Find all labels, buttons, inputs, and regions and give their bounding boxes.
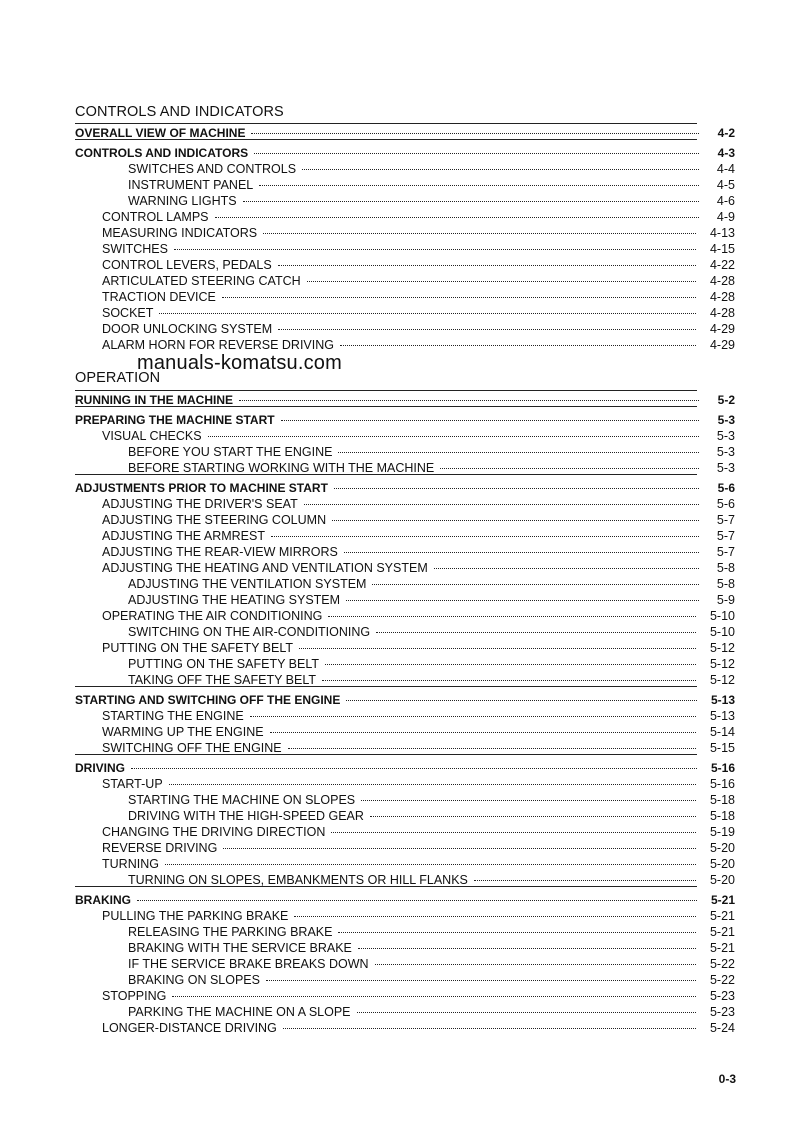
dot-leader	[325, 664, 696, 665]
toc-entry-page: 5-9	[716, 593, 735, 607]
dot-leader	[270, 732, 696, 733]
toc-entry-page: 4-3	[717, 146, 735, 160]
toc-entry-page: 4-4	[716, 162, 735, 176]
toc-entry[interactable]	[128, 161, 735, 177]
toc-entry-page: 4-9	[716, 210, 735, 224]
dot-leader	[223, 848, 696, 849]
toc-entry[interactable]	[128, 177, 735, 193]
toc-entry-label: RUNNING IN THE MACHINE	[75, 393, 233, 407]
toc-entry-page: 5-10	[709, 625, 735, 639]
toc-entry[interactable]	[102, 544, 735, 560]
toc-entry-page: 5-16	[710, 761, 735, 775]
section-title: CONTROLS AND INDICATORS	[75, 104, 284, 120]
toc-entry[interactable]	[102, 289, 735, 305]
toc-entry-page: 4-22	[709, 258, 735, 272]
toc-entry[interactable]	[102, 908, 735, 924]
dot-leader	[440, 468, 699, 469]
toc-entry[interactable]	[102, 708, 735, 724]
dot-leader	[271, 536, 699, 537]
toc-entry-page: 4-5	[716, 178, 735, 192]
toc-entry-label: PARKING THE MACHINE ON A SLOPE	[128, 1005, 351, 1019]
toc-entry-label: ADJUSTING THE HEATING AND VENTILATION SYSTEM	[102, 561, 428, 575]
toc-entry[interactable]	[102, 257, 735, 273]
watermark: manuals-komatsu.com	[137, 352, 342, 374]
toc-entry-label: INSTRUMENT PANEL	[128, 178, 254, 192]
toc-entry-page: 5-21	[710, 893, 735, 907]
dot-leader	[302, 169, 699, 170]
dot-leader	[375, 964, 696, 965]
dot-leader	[266, 980, 696, 981]
toc-entry-label: TRACTION DEVICE	[102, 290, 216, 304]
dot-leader	[358, 948, 696, 949]
toc-entry[interactable]	[128, 956, 735, 972]
toc-entry-label: OPERATING THE AIR CONDITIONING	[102, 609, 323, 623]
toc-entry-page: 5-2	[717, 393, 735, 407]
dot-leader	[334, 488, 699, 489]
page-number: 0-3	[718, 1072, 736, 1086]
toc-entry[interactable]	[102, 512, 735, 528]
section-divider	[75, 754, 697, 755]
toc-entry-page: 5-20	[709, 873, 735, 887]
section-divider	[75, 886, 697, 887]
dot-leader	[254, 153, 699, 154]
toc-entry-label: BRAKING ON SLOPES	[128, 973, 260, 987]
toc-entry-page: 4-28	[709, 274, 735, 288]
toc-entry-label: ADJUSTING THE VENTILATION SYSTEM	[128, 577, 367, 591]
dot-leader	[332, 520, 699, 521]
toc-entry-label: REVERSE DRIVING	[102, 841, 218, 855]
toc-entry-label: STARTING AND SWITCHING OFF THE ENGINE	[75, 693, 341, 707]
toc-entry-page: 5-14	[709, 725, 735, 739]
toc-entry-label: STARTING THE ENGINE	[102, 709, 244, 723]
dot-leader	[322, 680, 696, 681]
toc-entry-page: 5-22	[709, 957, 735, 971]
toc-entry[interactable]	[102, 724, 735, 740]
toc-entry-page: 4-28	[709, 306, 735, 320]
dot-leader	[474, 880, 696, 881]
toc-entry-label: PUTTING ON THE SAFETY BELT	[128, 657, 320, 671]
toc-entry-page: 5-23	[709, 1005, 735, 1019]
toc-entry-label: PUTTING ON THE SAFETY BELT	[102, 641, 294, 655]
toc-entry-page: 5-6	[717, 481, 735, 495]
dot-leader	[281, 420, 699, 421]
toc-entry[interactable]	[128, 444, 735, 460]
toc-entry-label: MEASURING INDICATORS	[102, 226, 258, 240]
toc-entry-page: 5-18	[709, 793, 735, 807]
toc-entry-label: PREPARING THE MACHINE START	[75, 413, 275, 427]
toc-entry[interactable]	[128, 940, 735, 956]
toc-entry[interactable]	[102, 776, 735, 792]
toc-entry[interactable]	[128, 972, 735, 988]
toc-entry[interactable]	[128, 624, 735, 640]
toc-entry[interactable]	[128, 808, 735, 824]
toc-entry[interactable]	[102, 209, 735, 225]
toc-entry[interactable]	[75, 692, 735, 708]
toc-entry-page: 5-6	[716, 497, 735, 511]
toc-entry[interactable]	[102, 241, 735, 257]
toc-entry[interactable]	[128, 576, 735, 592]
toc-entry-page: 4-13	[709, 226, 735, 240]
toc-entry-page: 5-12	[709, 641, 735, 655]
dot-leader	[357, 1012, 696, 1013]
dot-leader	[294, 916, 696, 917]
toc-entry-label: ADJUSTING THE HEATING SYSTEM	[128, 593, 341, 607]
dot-leader	[361, 800, 696, 801]
toc-entry[interactable]	[102, 560, 735, 576]
toc-entry-page: 5-24	[709, 1021, 735, 1035]
toc-entry-page: 5-19	[709, 825, 735, 839]
toc-entry-label: WARNING LIGHTS	[128, 194, 237, 208]
toc-entry[interactable]	[102, 273, 735, 289]
toc-entry-label: SOCKET	[102, 306, 154, 320]
toc-entry-page: 5-8	[716, 561, 735, 575]
dot-leader	[208, 436, 699, 437]
toc-entry-page: 5-16	[709, 777, 735, 791]
toc-entry[interactable]	[102, 225, 735, 241]
dot-leader	[131, 768, 697, 769]
toc-entry-label: CHANGING THE DRIVING DIRECTION	[102, 825, 326, 839]
toc-entry[interactable]	[128, 1004, 735, 1020]
dot-leader	[222, 297, 696, 298]
toc-entry-page: 4-29	[709, 338, 735, 352]
toc-entry[interactable]	[102, 337, 735, 353]
toc-entry-page: 5-3	[716, 429, 735, 443]
toc-entry-label: WARMING UP THE ENGINE	[102, 725, 264, 739]
toc-entry[interactable]	[102, 608, 735, 624]
toc-entry-label: BEFORE YOU START THE ENGINE	[128, 445, 333, 459]
toc-entry-label: SWITCHING ON THE AIR-CONDITIONING	[128, 625, 371, 639]
toc-entry[interactable]	[102, 1020, 735, 1036]
toc-entry-label: SWITCHES AND CONTROLS	[128, 162, 297, 176]
dot-leader	[338, 452, 699, 453]
toc-entry-page: 5-23	[709, 989, 735, 1003]
toc-entry[interactable]	[102, 528, 735, 544]
toc-entry-label: ADJUSTING THE REAR-VIEW MIRRORS	[102, 545, 338, 559]
toc-entry-page: 5-7	[716, 513, 735, 527]
toc-entry-page: 5-15	[709, 741, 735, 755]
toc-entry[interactable]	[75, 892, 735, 908]
toc-entry-label: ADJUSTING THE DRIVER'S SEAT	[102, 497, 298, 511]
dot-leader	[331, 832, 696, 833]
toc-entry-page: 4-28	[709, 290, 735, 304]
dot-leader	[434, 568, 699, 569]
dot-leader	[346, 700, 697, 701]
toc-entry-label: PULLING THE PARKING BRAKE	[102, 909, 289, 923]
dot-leader	[288, 748, 696, 749]
toc-entry[interactable]	[75, 760, 735, 776]
toc-entry[interactable]	[75, 480, 735, 496]
dot-leader	[278, 329, 696, 330]
dot-leader	[376, 632, 696, 633]
toc-entry-label: OVERALL VIEW OF MACHINE	[75, 126, 246, 140]
toc-entry-label: BRAKING	[75, 893, 131, 907]
toc-entry-label: IF THE SERVICE BRAKE BREAKS DOWN	[128, 957, 369, 971]
dot-leader	[259, 185, 699, 186]
dot-leader	[278, 265, 696, 266]
dot-leader	[243, 201, 699, 202]
dot-leader	[283, 1028, 696, 1029]
dot-leader	[174, 249, 696, 250]
toc-entry-page: 5-8	[716, 577, 735, 591]
toc-entry[interactable]	[102, 856, 735, 872]
section-divider	[75, 139, 697, 140]
dot-leader	[370, 816, 696, 817]
toc-entry-label: TURNING	[102, 857, 159, 871]
toc-entry-label: ARTICULATED STEERING CATCH	[102, 274, 301, 288]
toc-entry-label: TAKING OFF THE SAFETY BELT	[128, 673, 316, 687]
toc-entry-label: CONTROL LEVERS, PEDALS	[102, 258, 272, 272]
toc-entry-page: 5-21	[709, 941, 735, 955]
toc-entry-label: ALARM HORN FOR REVERSE DRIVING	[102, 338, 334, 352]
dot-leader	[159, 313, 696, 314]
toc-entry-page: 5-7	[716, 529, 735, 543]
dot-leader	[328, 616, 696, 617]
toc-entry-page: 5-3	[716, 445, 735, 459]
dot-leader	[299, 648, 696, 649]
section-divider	[75, 123, 697, 124]
toc-entry-label: STARTING THE MACHINE ON SLOPES	[128, 793, 356, 807]
toc-entry-page: 5-18	[709, 809, 735, 823]
toc-entry-page: 4-6	[716, 194, 735, 208]
dot-leader	[340, 345, 696, 346]
toc-entry[interactable]	[75, 412, 735, 428]
toc-entry-label: BEFORE STARTING WORKING WITH THE MACHINE	[128, 461, 435, 475]
toc-entry-label: START-UP	[102, 777, 163, 791]
toc-entry-page: 5-20	[709, 857, 735, 871]
toc-entry-label: VISUAL CHECKS	[102, 429, 202, 443]
toc-entry-label: DOOR UNLOCKING SYSTEM	[102, 322, 273, 336]
toc-entry-page: 5-7	[716, 545, 735, 559]
toc-entry-label: CONTROLS AND INDICATORS	[75, 146, 249, 160]
toc-entry-page: 4-29	[709, 322, 735, 336]
toc-entry-label: DRIVING WITH THE HIGH-SPEED GEAR	[128, 809, 364, 823]
toc-entry[interactable]	[102, 305, 735, 321]
toc-entry[interactable]	[128, 924, 735, 940]
dot-leader	[250, 716, 696, 717]
toc-entry[interactable]	[75, 145, 735, 161]
dot-leader	[169, 784, 696, 785]
toc-entry-label: BRAKING WITH THE SERVICE BRAKE	[128, 941, 352, 955]
toc-entry[interactable]	[102, 428, 735, 444]
toc-entry-label: TURNING ON SLOPES, EMBANKMENTS OR HILL FLANKS	[128, 873, 468, 887]
dot-leader	[251, 133, 699, 134]
dot-leader	[263, 233, 696, 234]
toc-entry-label: LONGER-DISTANCE DRIVING	[102, 1021, 277, 1035]
toc-entry-page: 5-3	[717, 413, 735, 427]
toc-entry-label: ADJUSTMENTS PRIOR TO MACHINE START	[75, 481, 328, 495]
toc-entry[interactable]	[102, 840, 735, 856]
toc-entry[interactable]	[128, 792, 735, 808]
dot-leader	[307, 281, 696, 282]
section-divider	[75, 474, 697, 475]
dot-leader	[137, 900, 697, 901]
toc-entry-page: 5-21	[709, 925, 735, 939]
toc-entry-page: 5-22	[709, 973, 735, 987]
dot-leader	[346, 600, 699, 601]
toc-entry-label: RELEASING THE PARKING BRAKE	[128, 925, 333, 939]
toc-entry[interactable]	[128, 193, 735, 209]
dot-leader	[215, 217, 699, 218]
toc-entry-label: DRIVING	[75, 761, 126, 775]
dot-leader	[304, 504, 699, 505]
toc-entry[interactable]	[102, 824, 735, 840]
toc-entry[interactable]	[102, 988, 735, 1004]
dot-leader	[165, 864, 696, 865]
toc-entry-page: 5-10	[709, 609, 735, 623]
dot-leader	[338, 932, 696, 933]
toc-entry-page: 5-21	[709, 909, 735, 923]
toc-entry-page: 5-20	[709, 841, 735, 855]
toc-entry-label: STOPPING	[102, 989, 167, 1003]
toc-entry-label: ADJUSTING THE ARMREST	[102, 529, 265, 543]
section-title: OPERATION	[75, 370, 161, 386]
toc-entry-label: CONTROL LAMPS	[102, 210, 209, 224]
section-divider	[75, 686, 697, 687]
toc-entry-label: ADJUSTING THE STEERING COLUMN	[102, 513, 327, 527]
toc-entry[interactable]	[102, 496, 735, 512]
dot-leader	[239, 400, 699, 401]
toc-entry-page: 5-13	[709, 709, 735, 723]
toc-entry-page: 5-13	[710, 693, 735, 707]
toc-entry-page: 5-12	[709, 657, 735, 671]
dot-leader	[172, 996, 696, 997]
toc-entry[interactable]	[102, 321, 735, 337]
dot-leader	[372, 584, 699, 585]
section-divider	[75, 390, 697, 391]
toc-entry-label: SWITCHING OFF THE ENGINE	[102, 741, 282, 755]
toc-entry-page: 5-12	[709, 673, 735, 687]
toc-entry[interactable]	[102, 640, 735, 656]
toc-entry-label: SWITCHES	[102, 242, 168, 256]
section-divider	[75, 406, 697, 407]
toc-entry[interactable]	[128, 592, 735, 608]
toc-entry-page: 4-15	[709, 242, 735, 256]
dot-leader	[344, 552, 699, 553]
toc-entry-page: 5-3	[716, 461, 735, 475]
toc-entry[interactable]	[128, 656, 735, 672]
toc-entry-page: 4-2	[717, 126, 735, 140]
